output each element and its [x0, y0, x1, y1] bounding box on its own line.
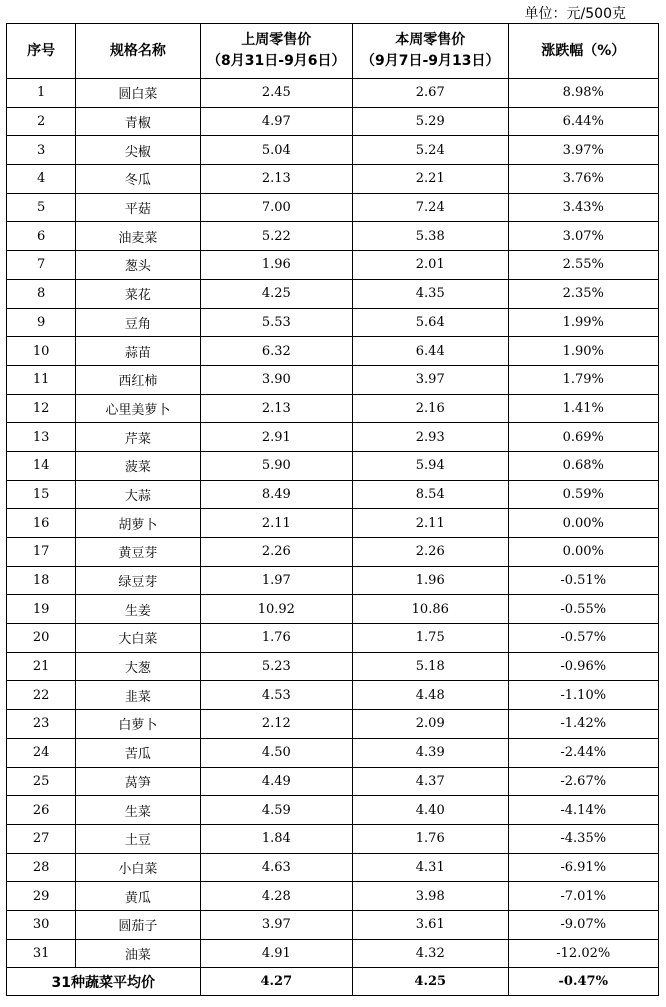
row-change: -7.01%: [508, 882, 659, 911]
row-current-price: 4.32: [353, 939, 508, 968]
row-current-price: 5.24: [353, 136, 508, 165]
row-change: 0.69%: [508, 423, 659, 452]
row-change: -0.96%: [508, 652, 659, 681]
row-current-price: 10.86: [353, 595, 508, 624]
table-row: [7, 107, 659, 136]
header-change: 涨跌幅（%）: [508, 24, 659, 79]
row-name: 西红柿: [76, 365, 200, 394]
table-row: [7, 193, 659, 222]
row-index: 21: [7, 652, 76, 681]
row-change: -6.91%: [508, 853, 659, 882]
row-index: 24: [7, 738, 76, 767]
row-index: 22: [7, 681, 76, 710]
row-current-price: 4.37: [353, 767, 508, 796]
row-name: 青椒: [76, 107, 200, 136]
row-current-price: 5.64: [353, 308, 508, 337]
row-last-price: 5.90: [200, 451, 352, 480]
table-row: [7, 79, 659, 108]
row-current-price: 1.75: [353, 624, 508, 653]
row-name: 生菜: [76, 796, 200, 825]
row-change: 0.68%: [508, 451, 659, 480]
row-last-price: 1.76: [200, 624, 352, 653]
row-index: 5: [7, 193, 76, 222]
row-name: 韭菜: [76, 681, 200, 710]
row-last-price: 4.63: [200, 853, 352, 882]
row-name: 葱头: [76, 251, 200, 280]
table-row: [7, 509, 659, 538]
table-row: [7, 279, 659, 308]
row-change: -2.67%: [508, 767, 659, 796]
row-current-price: 6.44: [353, 337, 508, 366]
row-index: 31: [7, 939, 76, 968]
table-row: [7, 738, 659, 767]
row-index: 10: [7, 337, 76, 366]
row-change: -1.10%: [508, 681, 659, 710]
row-index: 8: [7, 279, 76, 308]
header-row: [7, 24, 659, 79]
row-name: 小白菜: [76, 853, 200, 882]
row-last-price: 5.04: [200, 136, 352, 165]
row-index: 7: [7, 251, 76, 280]
row-current-price: 4.31: [353, 853, 508, 882]
table-row: [7, 710, 659, 739]
row-index: 29: [7, 882, 76, 911]
table-row: [7, 595, 659, 624]
row-last-price: 5.53: [200, 308, 352, 337]
row-last-price: 5.22: [200, 222, 352, 251]
row-current-price: 2.09: [353, 710, 508, 739]
row-last-price: 8.49: [200, 480, 352, 509]
row-last-price: 6.32: [200, 337, 352, 366]
row-change: -4.14%: [508, 796, 659, 825]
table-row: [7, 910, 659, 939]
row-name: 豆角: [76, 308, 200, 337]
row-change: -12.02%: [508, 939, 659, 968]
row-name: 圆白菜: [76, 79, 200, 108]
row-last-price: 1.96: [200, 251, 352, 280]
row-current-price: 5.94: [353, 451, 508, 480]
row-current-price: 5.18: [353, 652, 508, 681]
header-this-week: [353, 24, 508, 79]
row-name: 白萝卜: [76, 710, 200, 739]
row-name: 圆茄子: [76, 910, 200, 939]
row-change: 6.44%: [508, 107, 659, 136]
row-last-price: 4.25: [200, 279, 352, 308]
header-last-week-range: （8月31日-9月6日）: [207, 53, 346, 69]
table-row: [7, 394, 659, 423]
row-change: -0.55%: [508, 595, 659, 624]
row-name: 胡萝卜: [76, 509, 200, 538]
row-index: 28: [7, 853, 76, 882]
row-index: 1: [7, 79, 76, 108]
row-index: 16: [7, 509, 76, 538]
row-current-price: 3.98: [353, 882, 508, 911]
row-change: 1.79%: [508, 365, 659, 394]
row-index: 6: [7, 222, 76, 251]
table-row: [7, 136, 659, 165]
row-index: 11: [7, 365, 76, 394]
row-current-price: 2.67: [353, 79, 508, 108]
row-index: 17: [7, 538, 76, 567]
row-change: 3.97%: [508, 136, 659, 165]
row-index: 12: [7, 394, 76, 423]
row-last-price: 2.13: [200, 165, 352, 194]
row-name: 苦瓜: [76, 738, 200, 767]
row-name: 大葱: [76, 652, 200, 681]
average-change: -0.47%: [508, 968, 659, 996]
row-index: 27: [7, 824, 76, 853]
table-row: [7, 365, 659, 394]
table-row: [7, 624, 659, 653]
row-change: 8.98%: [508, 79, 659, 108]
row-name: 心里美萝卜: [76, 394, 200, 423]
row-name: 油菜: [76, 939, 200, 968]
table-row: [7, 939, 659, 968]
row-change: 2.35%: [508, 279, 659, 308]
row-last-price: 4.91: [200, 939, 352, 968]
row-change: 3.76%: [508, 165, 659, 194]
table-row: [7, 538, 659, 567]
table-row: [7, 222, 659, 251]
row-name: 大白菜: [76, 624, 200, 653]
table-row: [7, 451, 659, 480]
table-body: [7, 79, 659, 968]
row-name: 黄豆芽: [76, 538, 200, 567]
row-name: 菠菜: [76, 451, 200, 480]
table-row: [7, 337, 659, 366]
table-row: [7, 566, 659, 595]
header-index: 序号: [7, 24, 76, 79]
row-current-price: 5.38: [353, 222, 508, 251]
row-current-price: 2.26: [353, 538, 508, 567]
row-index: 18: [7, 566, 76, 595]
row-last-price: 3.90: [200, 365, 352, 394]
row-name: 土豆: [76, 824, 200, 853]
row-last-price: 2.12: [200, 710, 352, 739]
row-change: -4.35%: [508, 824, 659, 853]
row-current-price: 1.96: [353, 566, 508, 595]
row-name: 平菇: [76, 193, 200, 222]
row-index: 25: [7, 767, 76, 796]
row-index: 3: [7, 136, 76, 165]
row-name: 尖椒: [76, 136, 200, 165]
row-index: 19: [7, 595, 76, 624]
table-row: [7, 796, 659, 825]
row-change: 1.90%: [508, 337, 659, 366]
table-row: [7, 767, 659, 796]
header-this-week-range: （9月7日-9月13日）: [361, 53, 500, 69]
row-change: -1.42%: [508, 710, 659, 739]
header-name: 规格名称: [76, 24, 200, 79]
price-table: [6, 23, 659, 996]
row-current-price: 2.11: [353, 509, 508, 538]
row-index: 2: [7, 107, 76, 136]
row-index: 4: [7, 165, 76, 194]
row-current-price: 2.16: [353, 394, 508, 423]
row-change: -9.07%: [508, 910, 659, 939]
row-name: 绿豆芽: [76, 566, 200, 595]
table-row: [7, 853, 659, 882]
table-row: [7, 882, 659, 911]
row-last-price: 5.23: [200, 652, 352, 681]
row-name: 菜花: [76, 279, 200, 308]
row-last-price: 4.97: [200, 107, 352, 136]
row-last-price: 2.26: [200, 538, 352, 567]
row-last-price: 4.53: [200, 681, 352, 710]
row-change: -0.51%: [508, 566, 659, 595]
row-current-price: 7.24: [353, 193, 508, 222]
row-name: 油麦菜: [76, 222, 200, 251]
unit-note: 单位：元/500克: [524, 6, 626, 22]
row-change: 0.59%: [508, 480, 659, 509]
row-index: 13: [7, 423, 76, 452]
row-index: 30: [7, 910, 76, 939]
row-index: 20: [7, 624, 76, 653]
row-change: 3.07%: [508, 222, 659, 251]
row-index: 14: [7, 451, 76, 480]
row-last-price: 7.00: [200, 193, 352, 222]
row-change: 3.43%: [508, 193, 659, 222]
row-name: 莴笋: [76, 767, 200, 796]
row-change: 0.00%: [508, 538, 659, 567]
table-row: [7, 652, 659, 681]
row-index: 26: [7, 796, 76, 825]
row-name: 生姜: [76, 595, 200, 624]
row-last-price: 4.28: [200, 882, 352, 911]
average-label: 31种蔬菜平均价: [7, 968, 201, 996]
row-current-price: 2.01: [353, 251, 508, 280]
table-row: [7, 423, 659, 452]
row-current-price: 2.93: [353, 423, 508, 452]
header-last-week: [200, 24, 352, 79]
row-current-price: 4.39: [353, 738, 508, 767]
row-current-price: 2.21: [353, 165, 508, 194]
table-row: [7, 251, 659, 280]
row-index: 9: [7, 308, 76, 337]
row-name: 冬瓜: [76, 165, 200, 194]
row-index: 23: [7, 710, 76, 739]
row-last-price: 2.91: [200, 423, 352, 452]
row-current-price: 4.35: [353, 279, 508, 308]
average-last-price: 4.27: [200, 968, 352, 996]
row-last-price: 1.97: [200, 566, 352, 595]
row-name: 黄瓜: [76, 882, 200, 911]
header-last-week-title: 上周零售价: [241, 32, 312, 48]
row-name: 大蒜: [76, 480, 200, 509]
header-this-week-title: 本周零售价: [395, 32, 466, 48]
row-change: 1.99%: [508, 308, 659, 337]
table-row: [7, 480, 659, 509]
row-last-price: 2.13: [200, 394, 352, 423]
row-current-price: 1.76: [353, 824, 508, 853]
row-current-price: 3.61: [353, 910, 508, 939]
row-change: -2.44%: [508, 738, 659, 767]
row-last-price: 10.92: [200, 595, 352, 624]
row-last-price: 4.49: [200, 767, 352, 796]
row-current-price: 8.54: [353, 480, 508, 509]
row-name: 蒜苗: [76, 337, 200, 366]
row-current-price: 4.40: [353, 796, 508, 825]
average-row: [7, 968, 659, 996]
table-row: [7, 308, 659, 337]
table-row: [7, 165, 659, 194]
row-last-price: 4.59: [200, 796, 352, 825]
row-current-price: 3.97: [353, 365, 508, 394]
row-current-price: 5.29: [353, 107, 508, 136]
row-change: 0.00%: [508, 509, 659, 538]
row-last-price: 4.50: [200, 738, 352, 767]
table-row: [7, 824, 659, 853]
row-last-price: 2.45: [200, 79, 352, 108]
row-index: 15: [7, 480, 76, 509]
row-last-price: 3.97: [200, 910, 352, 939]
table-row: [7, 681, 659, 710]
row-change: 1.41%: [508, 394, 659, 423]
row-change: 2.55%: [508, 251, 659, 280]
row-last-price: 1.84: [200, 824, 352, 853]
average-current-price: 4.25: [353, 968, 508, 996]
row-change: -0.57%: [508, 624, 659, 653]
row-current-price: 4.48: [353, 681, 508, 710]
row-name: 芹菜: [76, 423, 200, 452]
row-last-price: 2.11: [200, 509, 352, 538]
